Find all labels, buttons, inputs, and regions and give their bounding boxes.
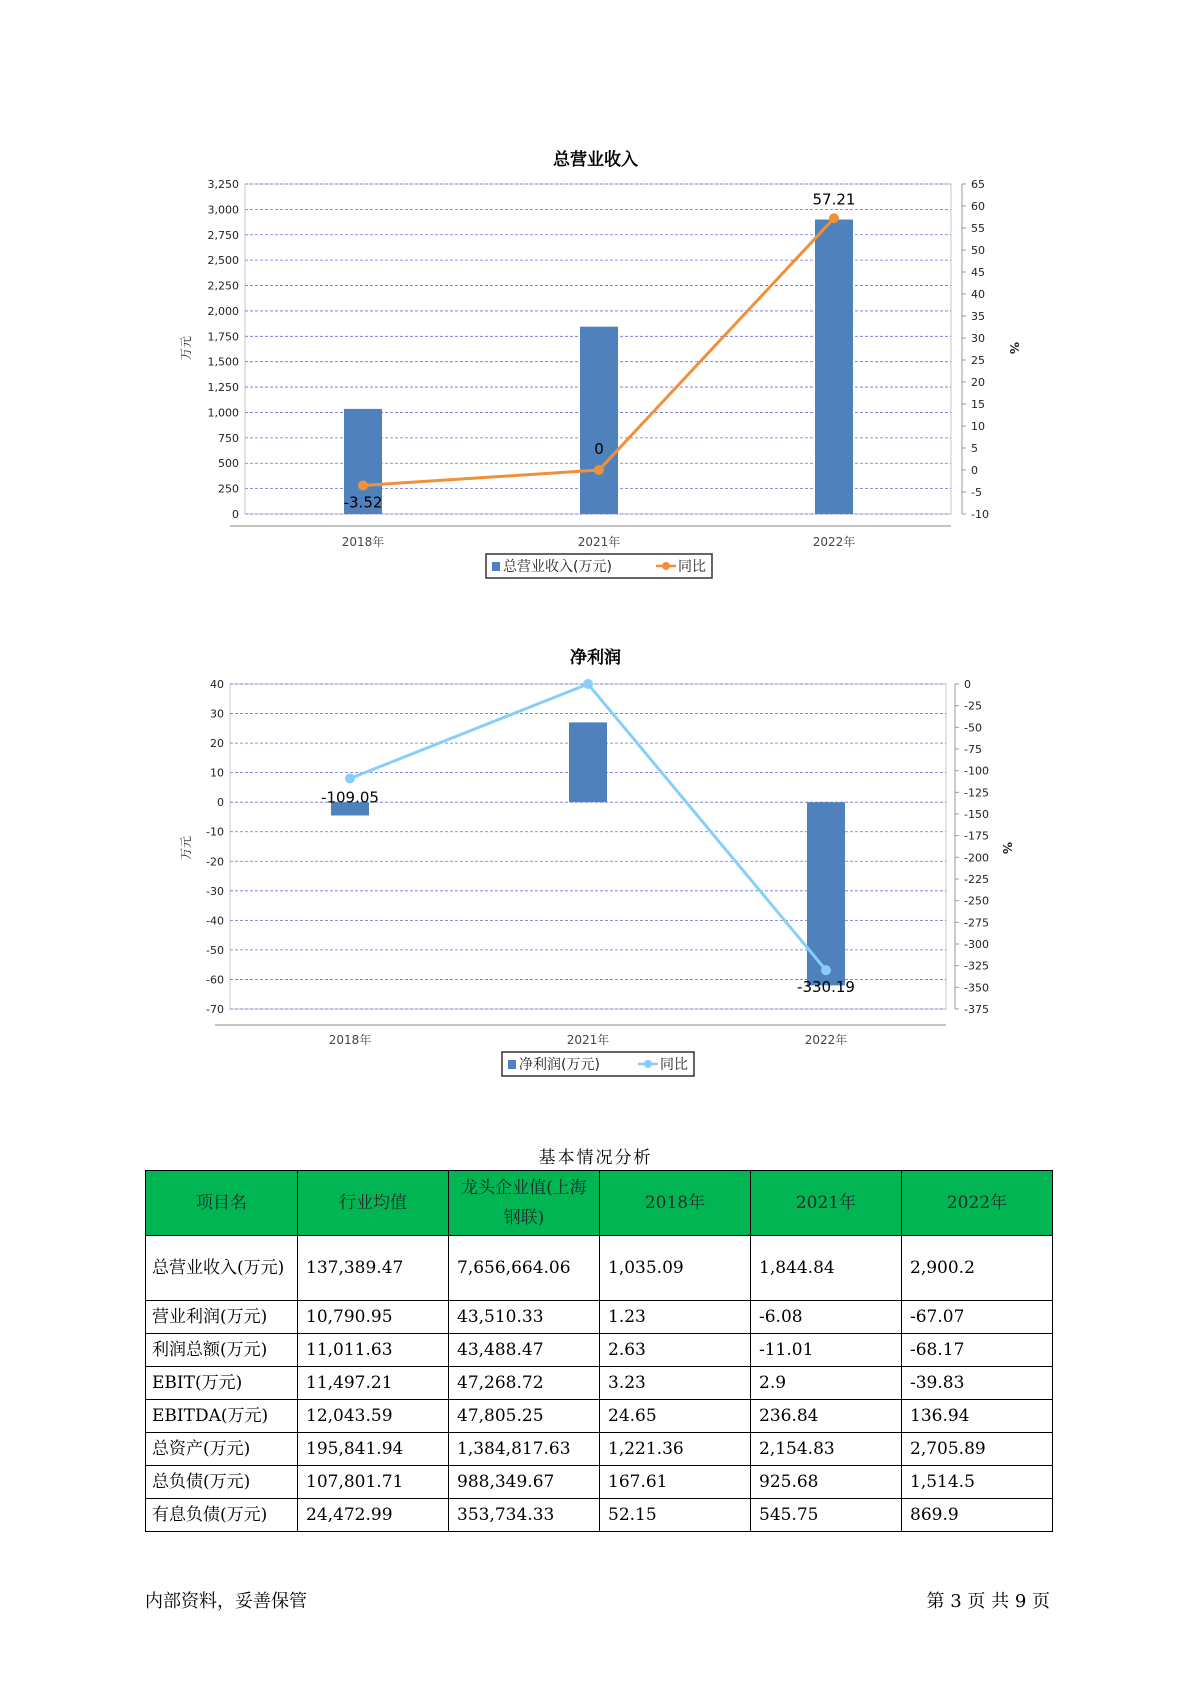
right-tick-label: 40 bbox=[971, 288, 985, 301]
legend bbox=[502, 1052, 694, 1076]
legend-bar-label: 净利润(万元) bbox=[519, 1057, 600, 1073]
right-tick-label: -75 bbox=[964, 743, 982, 756]
value-cell: 52.15 bbox=[600, 1499, 751, 1532]
value-cell: 137,389.47 bbox=[298, 1236, 449, 1301]
value-cell: 988,349.67 bbox=[449, 1466, 600, 1499]
yoy-point-2 bbox=[829, 213, 839, 223]
table-header-cell: 2022年 bbox=[902, 1171, 1053, 1236]
right-tick-label: -50 bbox=[964, 721, 982, 735]
right-tick-label: -350 bbox=[964, 981, 989, 995]
left-tick-label: 2,250 bbox=[207, 279, 239, 293]
legend-bar-swatch bbox=[508, 1060, 516, 1069]
left-tick-label: 0 bbox=[232, 508, 239, 521]
right-tick-label: 50 bbox=[971, 244, 985, 257]
value-cell: 2.9 bbox=[751, 1367, 902, 1400]
left-tick-label: 3,000 bbox=[207, 203, 239, 217]
table-header-cell: 龙头企业值(上海钢联) bbox=[449, 1171, 600, 1236]
left-axis-label: 万元 bbox=[179, 835, 193, 861]
category-label: 2021年 bbox=[577, 535, 621, 549]
right-tick-label: 65 bbox=[971, 178, 985, 191]
value-cell: 7,656,664.06 bbox=[449, 1236, 600, 1301]
right-tick-label: -300 bbox=[964, 938, 989, 951]
value-cell: 925.68 bbox=[751, 1466, 902, 1499]
value-cell: 869.9 bbox=[902, 1499, 1053, 1532]
table-header-cell: 2021年 bbox=[751, 1171, 902, 1236]
table-row bbox=[146, 1301, 1053, 1334]
left-tick-label: 1,250 bbox=[207, 381, 239, 395]
right-tick-label: -225 bbox=[964, 873, 989, 886]
left-tick-label: 20 bbox=[210, 737, 224, 751]
value-cell: 195,841.94 bbox=[298, 1433, 449, 1466]
value-cell: 1,514.5 bbox=[902, 1466, 1053, 1499]
right-tick-label: -150 bbox=[964, 808, 989, 821]
left-tick-label: 2,500 bbox=[207, 254, 239, 268]
category-label: 2018年 bbox=[341, 535, 385, 549]
row-label-cell: EBIT(万元) bbox=[146, 1367, 298, 1400]
yoy-data-label: 57.21 bbox=[812, 190, 856, 209]
right-axis-label: % bbox=[1007, 341, 1021, 355]
table-row bbox=[146, 1433, 1053, 1466]
row-label-cell: 营业利润(万元) bbox=[146, 1301, 298, 1334]
left-tick-label: 30 bbox=[210, 707, 224, 721]
value-cell: 2.63 bbox=[600, 1334, 751, 1367]
right-tick-label: -275 bbox=[964, 916, 989, 930]
right-tick-label: -200 bbox=[964, 851, 989, 865]
right-tick-label: 30 bbox=[971, 332, 985, 345]
table-header-cell: 行业均值 bbox=[298, 1171, 449, 1236]
yoy-point-0 bbox=[358, 480, 368, 490]
table-row bbox=[146, 1400, 1053, 1433]
right-tick-label: -325 bbox=[964, 959, 989, 973]
row-label-cell: 总资产(万元) bbox=[146, 1433, 298, 1466]
legend-bar-label: 总营业收入(万元) bbox=[503, 559, 612, 575]
left-tick-label: 3,250 bbox=[207, 178, 239, 191]
yoy-data-label: -3.52 bbox=[343, 493, 383, 512]
right-tick-label: 55 bbox=[971, 222, 985, 235]
right-tick-label: 0 bbox=[964, 678, 971, 691]
left-tick-label: -60 bbox=[206, 973, 224, 987]
basic-analysis-table bbox=[145, 1170, 1053, 1532]
table-caption: 基本情况分析 bbox=[538, 1148, 653, 1168]
right-tick-label: 15 bbox=[971, 398, 985, 411]
right-tick-label: 5 bbox=[971, 442, 978, 455]
right-tick-label: -125 bbox=[964, 786, 989, 800]
value-cell: 167.61 bbox=[600, 1466, 751, 1499]
value-cell: 545.75 bbox=[751, 1499, 902, 1532]
left-tick-label: -10 bbox=[206, 825, 224, 839]
left-tick-label: 250 bbox=[218, 482, 239, 496]
row-label-cell: EBITDA(万元) bbox=[146, 1400, 298, 1433]
legend-bar-swatch bbox=[492, 562, 500, 571]
table-row bbox=[146, 1367, 1053, 1400]
value-cell: 136.94 bbox=[902, 1400, 1053, 1433]
row-label-cell: 总负债(万元) bbox=[146, 1466, 298, 1499]
left-tick-label: 10 bbox=[210, 766, 224, 780]
right-tick-label: -250 bbox=[964, 894, 989, 908]
value-cell: 10,790.95 bbox=[298, 1301, 449, 1334]
left-tick-label: 40 bbox=[210, 678, 224, 691]
row-label-cell: 有息负债(万元) bbox=[146, 1499, 298, 1532]
bar-2 bbox=[807, 802, 845, 985]
value-cell: 47,268.72 bbox=[449, 1367, 600, 1400]
row-label-cell: 总营业收入(万元) bbox=[146, 1236, 298, 1301]
left-tick-label: 500 bbox=[218, 457, 239, 471]
value-cell: 47,805.25 bbox=[449, 1400, 600, 1433]
right-tick-label: 20 bbox=[971, 376, 985, 389]
table-header-cell: 2018年 bbox=[600, 1171, 751, 1236]
category-label: 2022年 bbox=[804, 1033, 848, 1047]
yoy-data-label: 0 bbox=[594, 440, 604, 458]
legend bbox=[486, 554, 712, 578]
value-cell: -11.01 bbox=[751, 1334, 902, 1367]
left-tick-label: 2,000 bbox=[207, 304, 239, 318]
value-cell: 2,154.83 bbox=[751, 1433, 902, 1466]
value-cell: -68.17 bbox=[902, 1334, 1053, 1367]
bar-2 bbox=[815, 220, 853, 514]
left-tick-label: 0 bbox=[217, 796, 224, 810]
value-cell: 1.23 bbox=[600, 1301, 751, 1334]
yoy-point-2 bbox=[821, 965, 831, 975]
footer-confidential: 内部资料，妥善保管 bbox=[145, 1591, 307, 1612]
right-tick-label: -375 bbox=[964, 1003, 989, 1016]
legend-line-label: 同比 bbox=[678, 559, 706, 575]
left-tick-label: -50 bbox=[206, 943, 224, 957]
right-tick-label: -25 bbox=[964, 699, 982, 713]
value-cell: 1,221.36 bbox=[600, 1433, 751, 1466]
left-tick-label: 1,500 bbox=[207, 355, 239, 369]
category-label: 2021年 bbox=[566, 1033, 610, 1047]
table-row bbox=[146, 1499, 1053, 1532]
left-tick-label: 750 bbox=[218, 431, 239, 445]
value-cell: 11,011.63 bbox=[298, 1334, 449, 1367]
table-row bbox=[146, 1236, 1053, 1301]
yoy-data-label: -109.05 bbox=[321, 788, 379, 807]
bar-1 bbox=[569, 722, 607, 802]
value-cell: 1,035.09 bbox=[600, 1236, 751, 1301]
left-tick-label: -20 bbox=[206, 855, 224, 869]
right-tick-label: -5 bbox=[971, 486, 982, 499]
value-cell: 43,510.33 bbox=[449, 1301, 600, 1334]
row-label-cell: 利润总额(万元) bbox=[146, 1334, 298, 1367]
value-cell: 236.84 bbox=[751, 1400, 902, 1433]
right-tick-label: 0 bbox=[971, 464, 978, 477]
category-label: 2018年 bbox=[328, 1033, 372, 1047]
revenue-chart bbox=[0, 170, 1191, 600]
chart-title-revenue: 总营业收入 bbox=[553, 150, 638, 170]
value-cell: 3.23 bbox=[600, 1367, 751, 1400]
value-cell: 24,472.99 bbox=[298, 1499, 449, 1532]
table-row bbox=[146, 1334, 1053, 1367]
left-tick-label: 2,750 bbox=[207, 228, 239, 242]
chart-title-net-profit: 净利润 bbox=[570, 648, 621, 668]
value-cell: -67.07 bbox=[902, 1301, 1053, 1334]
value-cell: -39.83 bbox=[902, 1367, 1053, 1400]
right-tick-label: 25 bbox=[971, 354, 985, 367]
value-cell: 11,497.21 bbox=[298, 1367, 449, 1400]
value-cell: 2,900.2 bbox=[902, 1236, 1053, 1301]
left-tick-label: -70 bbox=[206, 1003, 224, 1016]
right-tick-label: 10 bbox=[971, 420, 985, 433]
yoy-point-1 bbox=[594, 465, 604, 475]
legend-line-marker bbox=[644, 1060, 652, 1068]
net-profit-chart bbox=[0, 670, 1191, 1100]
legend-line-marker bbox=[662, 562, 670, 570]
yoy-point-1 bbox=[583, 679, 593, 689]
value-cell: 1,844.84 bbox=[751, 1236, 902, 1301]
value-cell: 107,801.71 bbox=[298, 1466, 449, 1499]
category-label: 2022年 bbox=[812, 535, 856, 549]
left-tick-label: -40 bbox=[206, 914, 224, 928]
yoy-data-label: -330.19 bbox=[797, 978, 855, 997]
right-axis-label: % bbox=[1000, 841, 1014, 855]
value-cell: 1,384,817.63 bbox=[449, 1433, 600, 1466]
left-tick-label: 1,750 bbox=[207, 330, 239, 344]
table-row bbox=[146, 1466, 1053, 1499]
right-tick-label: -175 bbox=[964, 829, 989, 843]
right-tick-label: 35 bbox=[971, 310, 985, 323]
right-tick-label: -10 bbox=[971, 508, 989, 521]
left-axis-label: 万元 bbox=[179, 335, 193, 361]
left-tick-label: -30 bbox=[206, 884, 224, 898]
value-cell: 353,734.33 bbox=[449, 1499, 600, 1532]
yoy-point-0 bbox=[345, 774, 355, 784]
right-tick-label: -100 bbox=[964, 764, 989, 778]
table-header-row bbox=[146, 1171, 1053, 1236]
value-cell: 12,043.59 bbox=[298, 1400, 449, 1433]
right-tick-label: 45 bbox=[971, 266, 985, 279]
value-cell: -6.08 bbox=[751, 1301, 902, 1334]
left-tick-label: 1,000 bbox=[207, 406, 239, 420]
value-cell: 2,705.89 bbox=[902, 1433, 1053, 1466]
legend-line-label: 同比 bbox=[660, 1057, 688, 1073]
value-cell: 24.65 bbox=[600, 1400, 751, 1433]
bar-1 bbox=[580, 327, 618, 514]
value-cell: 43,488.47 bbox=[449, 1334, 600, 1367]
right-tick-label: 60 bbox=[971, 200, 985, 213]
table-header-cell: 项目名 bbox=[146, 1171, 298, 1236]
footer-page-number: 第 3 页 共 9 页 bbox=[926, 1591, 1050, 1612]
